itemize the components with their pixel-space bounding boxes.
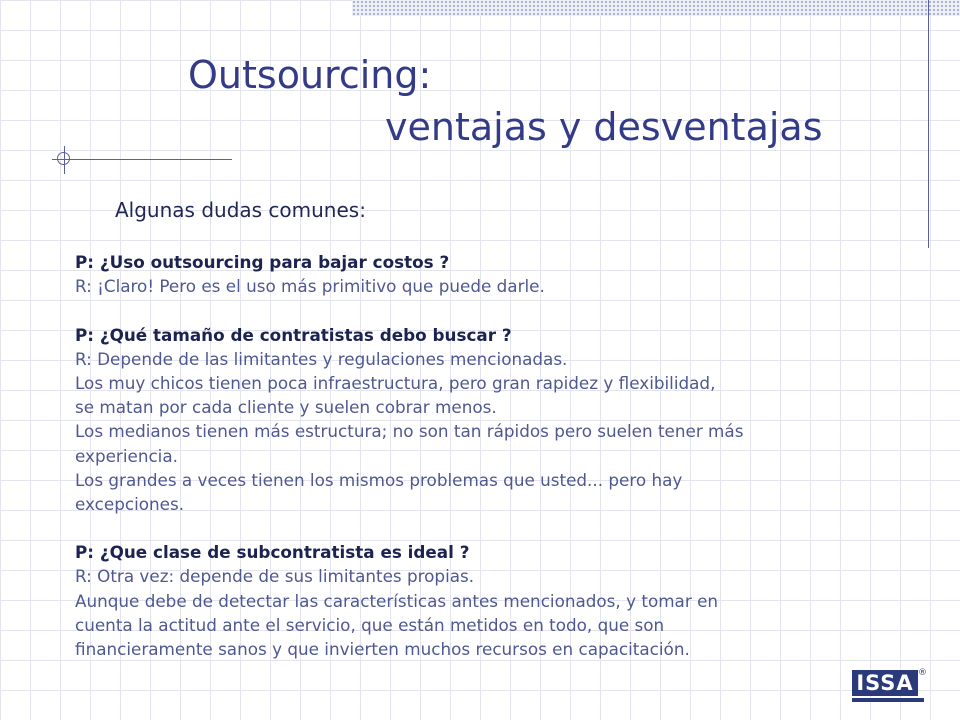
registered-mark: ® <box>918 668 927 678</box>
question-2: P: ¿Qué tamaño de contratistas debo buscar ? <box>75 324 512 345</box>
slide-title-line-1: Outsourcing: <box>188 53 432 97</box>
answer-2-line-1: R: Depende de las limitantes y regulaciones mencionadas. <box>75 348 568 369</box>
answer-3-line-3: cuenta la actitud ante el servicio, que están metidos en todo, que son <box>75 614 665 635</box>
issa-logo-tagline-bar <box>852 698 924 702</box>
spacer <box>75 516 935 540</box>
answer-3-line-1: R: Otra vez: depende de sus limitantes propias. <box>75 566 475 587</box>
issa-logo-text: ISSA <box>852 670 918 696</box>
decorative-dot-strip <box>352 0 960 16</box>
issa-logo <box>852 668 927 706</box>
question-1: P: ¿Uso outsourcing para bajar costos ? <box>75 252 450 272</box>
qa-body <box>75 250 935 661</box>
answer-2-line-7: excepciones. <box>75 493 185 514</box>
answer-1-line-1: R: ¡Claro! Pero es el uso más primitivo que puede darle. <box>75 276 545 297</box>
answer-3-line-2: Aunque debe de detectar las características antes mencionados, y tomar en <box>75 590 719 611</box>
answer-3-line-4: financieramente sanos y que invierten muchos recursos en capacitación. <box>75 639 690 659</box>
answer-2-line-2: Los muy chicos tienen poca infraestructura, pero gran rapidez y flexibilidad, <box>75 372 716 393</box>
answer-2-line-6: Los grandes a veces tienen los mismos problemas que usted... pero hay <box>75 469 683 490</box>
decorative-vertical-line <box>928 0 929 248</box>
slide-subtitle: Algunas dudas comunes: <box>115 198 366 222</box>
question-3: P: ¿Que clase de subcontratista es ideal ? <box>75 542 470 563</box>
accent-circle-icon <box>57 152 70 165</box>
slide-title-line-2: ventajas y desventajas <box>385 105 823 149</box>
answer-2-line-4: Los medianos tienen más estructura; no son tan rápidos pero suelen tener más <box>75 421 744 442</box>
answer-2-line-5: experiencia. <box>75 445 178 466</box>
title-underline <box>52 159 232 160</box>
answer-2-line-3: se matan por cada cliente y suelen cobrar menos. <box>75 397 497 418</box>
spacer <box>75 298 935 322</box>
